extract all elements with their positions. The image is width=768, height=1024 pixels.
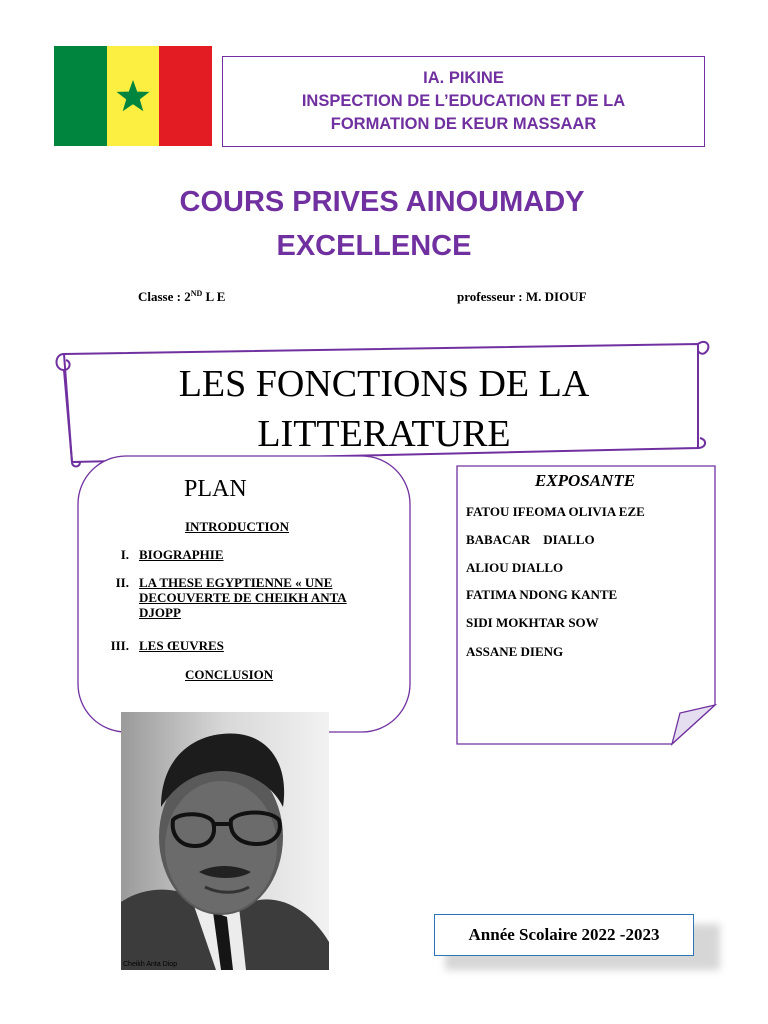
flag-band-green [54, 46, 107, 146]
portrait-photo [121, 712, 329, 970]
plan-item-3 [110, 638, 379, 653]
senegal-flag [54, 46, 212, 146]
plan-conclusion-text: CONCLUSION [185, 667, 274, 682]
flag-band-red [159, 46, 212, 146]
star-icon [115, 78, 151, 114]
plan-item-2-number: II. [115, 575, 129, 590]
document-title-line-2: LITTERATURE [257, 413, 511, 455]
exposante-name-4: FATIMA NDONG KANTE [466, 587, 618, 602]
plan-introduction [185, 519, 289, 534]
exposante-name-5: SIDI MOKHTAR SOW [466, 615, 599, 630]
class-info [138, 289, 225, 305]
school-name-line-1: COURS PRIVES AINOUMADY [179, 186, 585, 218]
school-year: Année Scolaire 2022 -2023 [468, 925, 660, 944]
class-label: Classe : 2 [138, 289, 191, 304]
plan-item-1-number: I. [120, 547, 129, 562]
plan-heading: PLAN [184, 476, 247, 502]
plan-item-3-number: III. [110, 638, 129, 653]
plan-item-2 [115, 575, 384, 620]
photo-caption-label [123, 961, 177, 968]
school-year-box [434, 914, 694, 956]
plan-conclusion [185, 667, 273, 682]
plan-item-1-text: BIOGRAPHIE [139, 547, 224, 562]
exposante-name-2: BABACAR DIALLO [466, 532, 595, 547]
school-name-line-2: EXCELLENCE [276, 230, 472, 262]
class-superscript: ND [190, 289, 203, 298]
plan-item-2-text: LA THESE EGYPTIENNE « UNE DECOUVERTE DE CHEIKH ANTA DJOPP [139, 575, 347, 620]
exposante-name-1: FATOU IFEOMA OLIVIA EZE [466, 504, 645, 519]
photo-caption: Cheikh Anta Diop [123, 961, 178, 968]
exposante-name-6: ASSANE DIENG [466, 644, 564, 659]
exposante-heading: EXPOSANTE [534, 471, 636, 490]
header-line-2: INSPECTION DE L’EDUCATION ET DE LA [301, 92, 626, 110]
header-line-3: FORMATION DE KEUR MASSAAR [330, 115, 597, 133]
plan-item-3-text: LES ŒUVRES [139, 638, 224, 653]
inspection-header [222, 56, 705, 147]
professor-info: professeur : M. DIOUF [457, 289, 587, 304]
class-level: L E [202, 289, 226, 304]
exposante-name-3: ALIOU DIALLO [466, 560, 564, 575]
header-line-1: IA. PIKINE [423, 69, 504, 87]
document-title-line-1: LES FONCTIONS DE LA [178, 363, 590, 405]
plan-item-1 [120, 547, 379, 562]
plan-introduction-text: INTRODUCTION [185, 519, 290, 534]
